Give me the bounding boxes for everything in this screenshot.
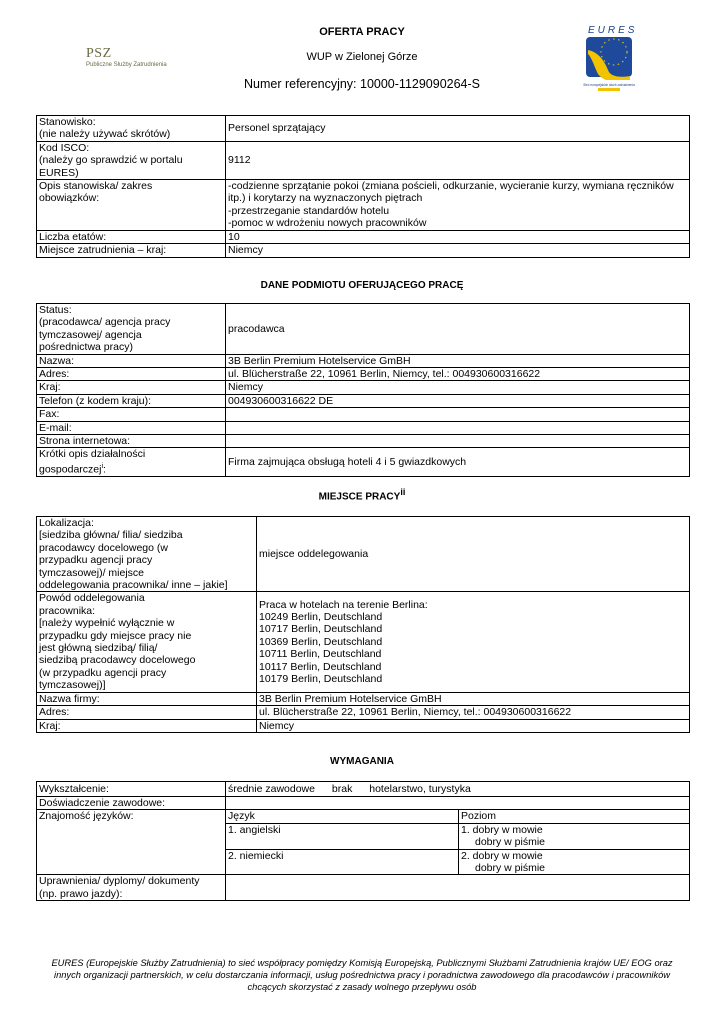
requirements-table — [36, 781, 690, 901]
table-row — [37, 180, 690, 231]
fax-label: Fax: — [37, 408, 226, 421]
opis-label-line2: gospodarczej — [39, 463, 102, 476]
telefon-value: 004930600316622 DE — [226, 394, 690, 407]
opis-value: -codzienne sprzątanie pokoi (zmiana pościeli, odkurzanie, wycieranie kurzy, wymiana ręczników itp.) i korytarzy na wyznaczonych piętrach -przestrzeganie standardów hotelu -pomoc w wdrożeniu nowych pracowników — [226, 180, 690, 231]
table-row — [37, 141, 690, 179]
kraj-label: Miejsce zatrudnienia – kraj: — [37, 244, 226, 257]
footnote-marker: ii — [400, 487, 406, 497]
wyksztalcenie-label: Wykształcenie: — [37, 782, 226, 797]
status-value: pracodawca — [226, 304, 690, 355]
adres-label: Adres: — [37, 368, 226, 381]
firma-value: 3B Berlin Premium Hotelservice GmBH — [257, 692, 690, 705]
reference-number: Numer referencyjny: 10000-1129090264-S — [243, 77, 481, 91]
opis-dzialalnosci-value: Firma zajmująca obsługą hoteli 4 i 5 gwiazdkowych — [226, 448, 690, 476]
footnote-marker: i — [101, 462, 104, 470]
employer-section-title: DANE PODMIOTU OFERUJĄCEGO PRACĘ — [260, 280, 464, 291]
www-label: Strona internetowa: — [37, 435, 226, 448]
adres-value: ul. Blücherstraße 22, 10961 Berlin, Niemcy, tel.: 004930600316622 — [226, 368, 690, 381]
www-value — [226, 435, 690, 448]
nazwa-value: 3B Berlin Premium Hotelservice GmBH — [226, 354, 690, 367]
wyksztalcenie-level: średnie zawodowe — [228, 782, 315, 795]
nazwa-label: Nazwa: — [37, 354, 226, 367]
table-row — [37, 116, 690, 142]
eures-footer-note: EURES (Europejskie Służby Zatrudnienia) to sieć współpracy pomiędzy Komisją Europejską, Publicznymi Służbami Zatrudnienia krajów UE/ EOG oraz innych organizacji partnerskich, w celu dostarczania informacji, usług pośrednictwa pracy i poradnictwa zawodowego dla pracodawców i pracowników chcących skorzystać z zasady wolnego przepływu osób — [51, 958, 673, 992]
isco-value: 9112 — [226, 141, 690, 179]
adres-label: Adres: — [37, 706, 257, 719]
uprawnienia-value — [226, 875, 690, 901]
table-row — [37, 231, 690, 244]
opis-label-line1: Krótki opis działalności — [39, 448, 146, 461]
workplace-section-title — [0, 487, 724, 502]
email-value — [226, 421, 690, 434]
table-row — [37, 304, 690, 355]
jezyk-header: Język — [226, 810, 459, 823]
doswiadczenie-value — [226, 797, 690, 810]
stanowisko-value: Personel sprzątający — [226, 116, 690, 142]
powod-label: Powód oddelegowania pracownika: [należy wypełnić wyłącznie w przypadku gdy miejsce pracy nie jest główną siedzibą/ filią/ siedzibą pracodawcy docelowego (w przypadku agencji pracy tymczasowej)] — [37, 592, 257, 692]
table-row — [37, 875, 690, 901]
workplace-section-text: MIEJSCE PRACY — [318, 491, 401, 503]
isco-label: Kod ISCO: (należy go sprawdzić w portalu EURES) — [37, 141, 226, 179]
language-level-writing: dobry w piśmie — [475, 836, 546, 849]
opis-label: Opis stanowiska/ zakres obowiązków: — [37, 180, 226, 231]
lokalizacja-value: miejsce oddelegowania — [257, 517, 690, 592]
employer-table — [36, 303, 690, 477]
lokalizacja-label: Lokalizacja: [siedziba główna/ filia/ siedziba pracodawcy docelowego (w przypadku agencji pracy tymczasowej)/ miejsce oddelegowania pracownika/ inne – jakie] — [37, 517, 257, 592]
kraj-value: Niemcy — [226, 381, 690, 394]
language-level-speech: 1. dobry w mowie — [461, 823, 543, 836]
language-name: 1. angielski — [226, 823, 459, 849]
language-level-writing: dobry w piśmie — [475, 862, 546, 875]
kraj-value: Niemcy — [257, 719, 690, 732]
psz-logo-subtitle: Publiczne Służby Zatrudnienia — [86, 62, 167, 68]
table-row — [37, 719, 690, 732]
table-row — [37, 797, 690, 810]
table-row — [37, 244, 690, 257]
powod-value: Praca w hotelach na terenie Berlina: 10249 Berlin, Deutschland 10717 Berlin, Deutschland 10369 Berlin, Deutschland 10711 Berlin, Deutschland 10117 Berlin, Deutschland 10179 Berlin, Deutschland — [257, 592, 690, 692]
eures-logo — [580, 22, 638, 94]
telefon-label: Telefon (z kodem kraju): — [37, 394, 226, 407]
table-row — [37, 408, 690, 421]
kraj-value: Niemcy — [226, 244, 690, 257]
language-level — [459, 823, 690, 849]
table-row — [37, 592, 690, 692]
table-row — [37, 692, 690, 705]
table-row — [37, 394, 690, 407]
table-row — [37, 368, 690, 381]
opis-dzialalnosci-label: Krótki opis działalności gospodarczej$^i$: — [37, 448, 226, 476]
kraj-label: Kraj: — [37, 719, 257, 732]
doswiadczenie-label: Doświadczenie zawodowe: — [37, 797, 226, 810]
table-row — [37, 354, 690, 367]
etaty-value: 10 — [226, 231, 690, 244]
table-row — [37, 706, 690, 719]
language-level — [459, 849, 690, 875]
email-label: E-mail: — [37, 421, 226, 434]
table-row — [37, 381, 690, 394]
workplace-table — [36, 516, 690, 733]
fax-value — [226, 408, 690, 421]
status-label: Status: (pracodawca/ agencja pracy tymczasowej/ agencja pośrednictwa pracy) — [37, 304, 226, 355]
kraj-label: Kraj: — [37, 381, 226, 394]
table-row — [37, 435, 690, 448]
wyksztalcenie-value — [226, 782, 690, 797]
eures-logo-text: EURES — [588, 25, 638, 36]
office-name: WUP w Zielonej Górze — [306, 51, 418, 63]
requirements-section-title: WYMAGANIA — [330, 756, 394, 767]
poziom-header: Poziom — [459, 810, 690, 823]
adres-value: ul. Blücherstraße 22, 10961 Berlin, Niemcy, tel.: 004930600316622 — [257, 706, 690, 719]
psz-logo-text: PSZ — [86, 46, 112, 61]
table-row — [37, 810, 690, 823]
uprawnienia-label: Uprawnienia/ dyplomy/ dokumenty (np. prawo jazdy): — [37, 875, 226, 901]
document-title: OFERTA PRACY — [319, 26, 405, 38]
wyksztalcenie-spec: brak — [331, 782, 353, 795]
psz-logo — [86, 46, 167, 68]
position-table — [36, 115, 690, 258]
etaty-label: Liczba etatów: — [37, 231, 226, 244]
table-row — [37, 782, 690, 797]
firma-label: Nazwa firmy: — [37, 692, 257, 705]
table-row — [37, 448, 690, 476]
jezyki-label: Znajomość języków: — [37, 810, 226, 875]
language-name: 2. niemiecki — [226, 849, 459, 875]
wyksztalcenie-field: hotelarstwo, turystyka — [369, 782, 471, 795]
stanowisko-label: Stanowisko: (nie należy używać skrótów) — [37, 116, 226, 142]
language-level-speech: 2. dobry w mowie — [461, 849, 543, 862]
eures-logo-subtitle: Sieć europejskich służb zatrudnienia — [583, 83, 635, 87]
table-row — [37, 421, 690, 434]
table-row — [37, 517, 690, 592]
